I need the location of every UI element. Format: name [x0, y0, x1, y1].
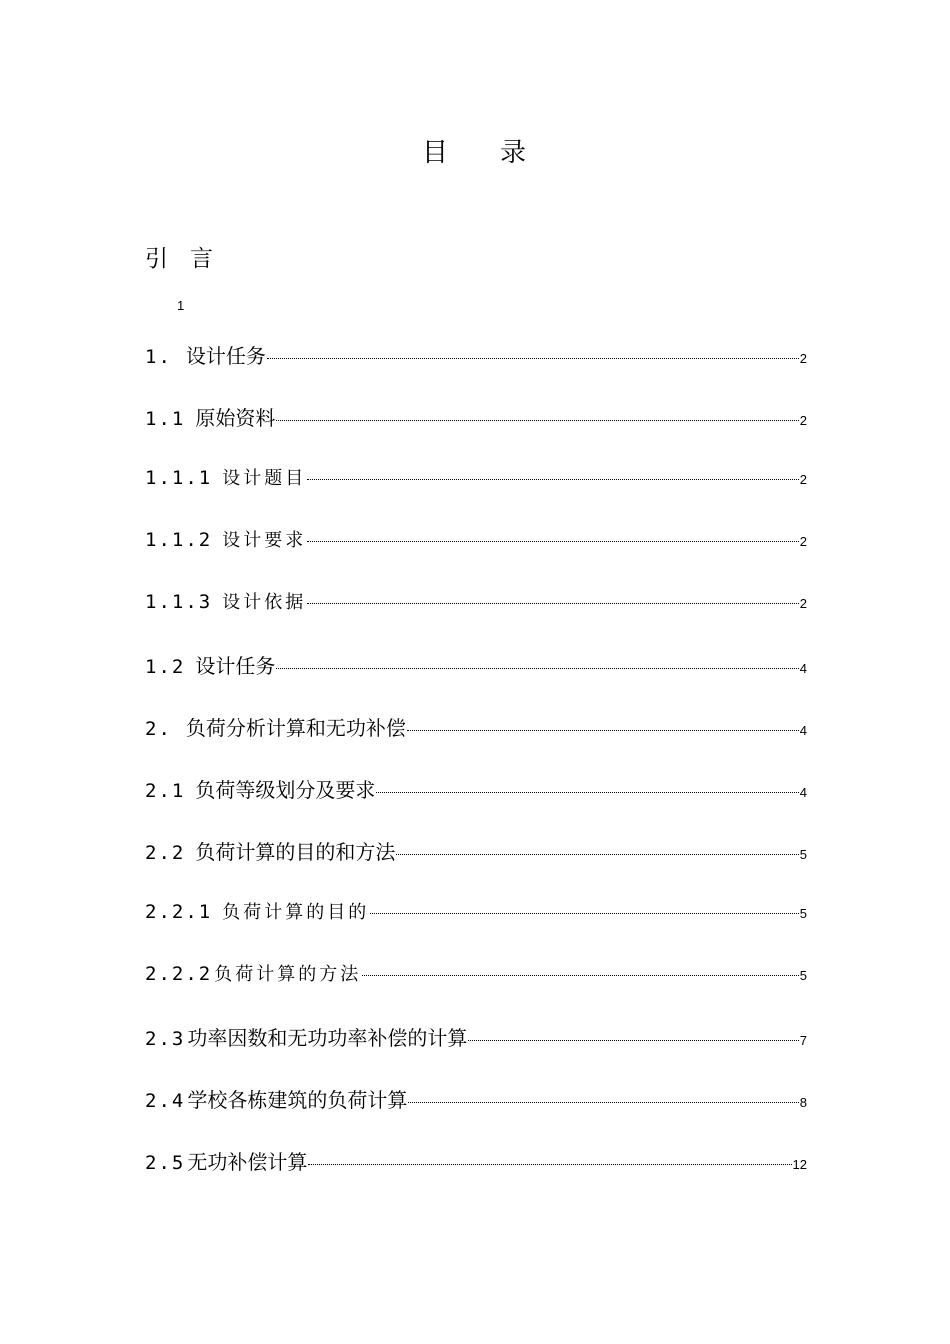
toc-entry-text: 设计任务: [195, 654, 276, 678]
toc-entry-page: 5: [799, 906, 807, 921]
toc-entry-number: 1.1.1: [145, 467, 213, 489]
toc-entry-number: 2.2.1: [145, 901, 213, 923]
toc-entry-1-2[interactable]: [145, 650, 807, 679]
toc-entry-text: 设计任务: [185, 344, 266, 368]
toc-entry-number: 1.1: [145, 408, 186, 430]
toc-entry-text: 设计依据: [222, 592, 307, 613]
toc-entry-2-2-2[interactable]: [145, 960, 807, 986]
intro-char1: 引: [145, 246, 168, 272]
toc-entry-number: 2.2: [145, 842, 186, 864]
toc-entry-page: 5: [799, 968, 807, 983]
toc-entry-text: 负荷计算的目的: [222, 902, 370, 923]
toc-entry-page: 2: [799, 596, 807, 611]
dot-leader: [376, 792, 798, 793]
toc-entry-number: 2.5: [145, 1152, 186, 1174]
toc-entry-number: 2.3: [145, 1028, 186, 1050]
dot-leader: [276, 420, 798, 421]
toc-entry-2[interactable]: [145, 712, 807, 741]
toc-entry-page: 4: [799, 723, 807, 738]
toc-entry-number: 2.4: [145, 1090, 186, 1112]
toc-title-char2: 录: [500, 138, 529, 168]
dot-leader: [307, 603, 799, 604]
toc-entry-page: 7: [799, 1033, 807, 1048]
dot-leader: [307, 541, 799, 542]
toc-entry-2-2[interactable]: [145, 836, 807, 865]
toc-entry-page: 5: [799, 847, 807, 862]
toc-entry-text: 负荷计算的目的和方法: [195, 840, 396, 864]
dot-leader: [362, 975, 799, 976]
toc-entry-text: 学校各栋建筑的负荷计算: [187, 1088, 408, 1112]
toc-entry-page: 2: [799, 351, 807, 366]
toc-entry-page: 2: [799, 472, 807, 487]
dot-leader: [468, 1040, 798, 1041]
toc-entry-number: 1.2: [145, 656, 186, 678]
toc-entry-text: 设计要求: [222, 530, 307, 551]
dot-leader: [407, 730, 799, 731]
toc-entry-2-4[interactable]: [145, 1084, 807, 1113]
toc-entry-text: 功率因数和无功功率补偿的计算: [187, 1026, 468, 1050]
toc-title-char1: 目: [421, 138, 450, 168]
toc-entry-number: 2.1: [145, 780, 186, 802]
toc-entry-page: 8: [799, 1095, 807, 1110]
toc-entry-2-1[interactable]: [145, 774, 807, 803]
dot-leader: [408, 1102, 798, 1103]
dot-leader: [267, 358, 799, 359]
toc-title: [0, 132, 950, 169]
toc-entry-page: 4: [799, 661, 807, 676]
toc-entry-page: 4: [799, 785, 807, 800]
dot-leader: [370, 913, 799, 914]
toc-entry-page: 2: [799, 534, 807, 549]
toc-entry-text: 负荷等级划分及要求: [195, 778, 376, 802]
intro-heading[interactable]: [145, 240, 213, 273]
toc-entry-2-2-1[interactable]: [145, 898, 807, 924]
toc-entry-number: 1.1.3: [145, 591, 213, 613]
toc-entry-1[interactable]: [145, 340, 807, 369]
toc-entry-1-1-1[interactable]: [145, 464, 807, 490]
toc-entry-text: 原始资料: [195, 406, 276, 430]
toc-entry-number: 1.: [145, 346, 172, 368]
toc-entry-text: 设计题目: [222, 468, 307, 489]
dot-leader: [307, 479, 799, 480]
toc-entry-text: 无功补偿计算: [187, 1150, 308, 1174]
toc-entry-number: 2.: [145, 718, 172, 740]
toc-entry-number: 2.2.2: [145, 963, 213, 985]
toc-entry-2-5[interactable]: [145, 1146, 807, 1175]
toc-entry-1-1-3[interactable]: [145, 588, 807, 614]
toc-entry-page: 12: [792, 1157, 807, 1172]
dot-leader: [276, 668, 798, 669]
toc-entry-number: 1.1.2: [145, 529, 213, 551]
toc-entry-page: 2: [799, 413, 807, 428]
intro-page-number: 1: [177, 298, 185, 313]
toc-entry-1-1[interactable]: [145, 402, 807, 431]
dot-leader: [396, 854, 798, 855]
toc-entry-text: 负荷分析计算和无功补偿: [185, 716, 406, 740]
intro-char2: 言: [190, 246, 213, 272]
toc-entry-1-1-2[interactable]: [145, 526, 807, 552]
toc-entry-2-3[interactable]: [145, 1022, 807, 1051]
dot-leader: [308, 1164, 791, 1165]
toc-entry-text: 负荷计算的方法: [214, 964, 362, 985]
